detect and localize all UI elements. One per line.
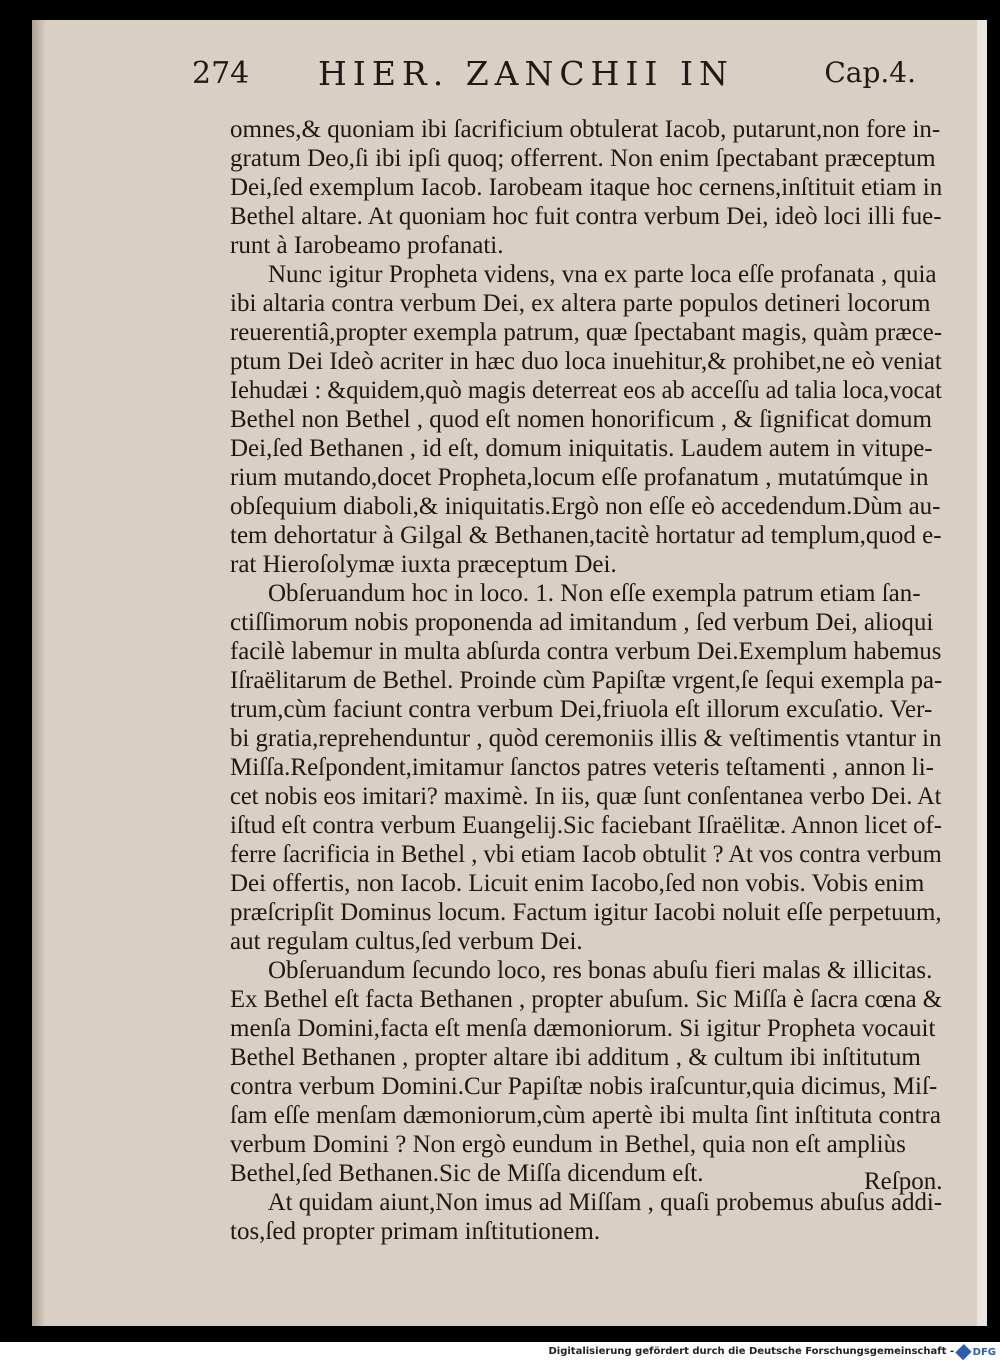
text-line: iſtud eſt contra verbum Euangelij.Sic faciebant Iſraëlitæ. Annon licet of- [230,812,943,839]
text-line: contra verbum Domini.Cur Papiſtæ nobis iraſcuntur,quia dicimus, Miſ- [230,1073,938,1100]
text-line: Bethel Bethanen , propter altare ibi additum , & cultum ibi inſtitutum [230,1044,921,1071]
text-line: tos,ſed propter primam inſtitutionem. [230,1218,601,1245]
dfg-diamond-icon [955,1344,971,1360]
text-line: Obſeruandum hoc in loco. 1. Non eſſe exempla patrum etiam ſan- [268,580,921,607]
text-line: obſequium diaboli,& iniquitatis.Ergò non eſſe eò accedendum.Dùm au- [230,493,941,520]
text-line: Bethel,ſed Bethanen.Sic de Miſſa dicendum eſt. [230,1160,704,1187]
text-line: bi gratia,reprehenduntur , quòd ceremoniis illis & veſtimentis vtantur in [230,725,942,752]
text-line: At quidam aiunt,Non imus ad Miſſam , quaſi probemus abuſus addi- [267,1189,943,1216]
text-line: ctiſſimorum nobis proponenda ad imitandum , ſed verbum Dei, alioqui [230,609,934,636]
catchword: Reſpon. [864,1168,943,1195]
text-line: Dei offertis, non Iacob. Licuit enim Iacobo,ſed non vobis. Vobis enim [230,870,925,897]
text-line: Iehudæi : &quidem,quò magis deterreat eos ab acceſſu ad talia loca,vocat [230,377,942,404]
funding-credit: Digitalisierung gefördert durch die Deutsche Forschungsgemeinschaft - [548,1346,954,1357]
text-line: Dei,ſed exemplum Iacob. Iarobeam itaque hoc cernens,inſtituit etiam in [230,174,943,201]
text-line: verbum Domini ? Non ergò eundum in Bethel, quia non eſt ampliùs [230,1131,906,1158]
text-line: Bethel non Bethel , quod eſt nomen honorificum , & ſignificat domum [230,406,932,433]
text-line: tem dehortatur à Gilgal & Bethanen,tacitè hortatur ad templum,quod e- [230,522,942,549]
dfg-logo [958,1344,996,1360]
page-header [192,54,916,114]
footer-bar [0,1342,1000,1364]
text-line: reuerentiâ,propter exempla patrum, quæ ſpectabant magis, quàm præce- [230,319,943,346]
text-line: rium mutando,docet Propheta,locum eſſe profanatum , mutatúmque in [230,464,929,491]
dfg-logo-text: DFG [972,1346,996,1358]
text-line: aut regulam cultus,ſed verbum Dei. [230,928,583,955]
text-line: trum,cùm faciunt contra verbum Dei,friuola eſt illorum excuſatio. Ver- [230,696,933,723]
body-text [230,115,942,1246]
text-line: ferre ſacrificia in Bethel , vbi etiam Iacob obtulit ? At vos contra verbum [230,841,942,868]
text-line: ptum Dei Ideò acriter in hæc duo loca inuehitur,& prohibet,ne eò veniat [230,348,942,375]
chapter-label: Cap.4. [824,56,916,89]
page-number: 274 [192,56,250,91]
text-line: omnes,& quoniam ibi ſacrificium obtulerat Iacob, putarunt,non fore in- [230,116,941,143]
text-line: præſcripſit Dominus locum. Factum igitur Iacobi noluit eſſe perpetuum, [230,899,942,926]
running-title: HIER. ZANCHII IN [318,54,734,93]
text-line: Dei,ſed Bethanen , id eſt, domum iniquitatis. Laudem autem in vitupe- [230,435,933,462]
text-line: Miſſa.Reſpondent,imitamur ſanctos patres veteris teſtamenti , annon li- [230,754,934,781]
text-line: Ex Bethel eſt facta Bethanen , propter abuſum. Sic Miſſa è ſacra cœna & [230,986,942,1013]
text-line: cet nobis eos imitari? maximè. In iis, quæ ſunt conſentanea verbo Dei. At [230,783,942,810]
text-line: rat Hieroſolymæ iuxta præceptum Dei. [230,551,617,578]
text-line: runt à Iarobeamo profanati. [230,232,504,259]
text-line: facilè labemur in multa abſurda contra verbum Dei.Exemplum habemus [230,638,942,665]
text-line: menſa Domini,facta eſt menſa dæmoniorum. Si igitur Propheta vocauit [230,1015,936,1042]
text-line: Obſeruandum ſecundo loco, res bonas abuſu fieri malas & illicitas. [268,957,933,984]
text-line: Bethel altare. At quoniam hoc fuit contra verbum Dei, ideò loci illi fue- [230,203,942,230]
text-line: ibi altaria contra verbum Dei, ex altera parte populos detineri locorum [230,290,931,317]
text-line: gratum Deo,ſi ibi ipſi quoq; offerrent. Non enim ſpectabant præceptum [230,145,936,172]
text-line: ſam eſſe menſam dæmoniorum,cùm apertè ibi multa ſint inſtituta contra [230,1102,941,1129]
text-line: Iſraëlitarum de Bethel. Proinde cùm Papiſtæ vrgent,ſe ſequi exempla pa- [230,667,943,694]
text-line: Nunc igitur Propheta videns, vna ex parte loca eſſe profanata , quia [268,261,937,288]
binding-shadow [32,20,46,1326]
